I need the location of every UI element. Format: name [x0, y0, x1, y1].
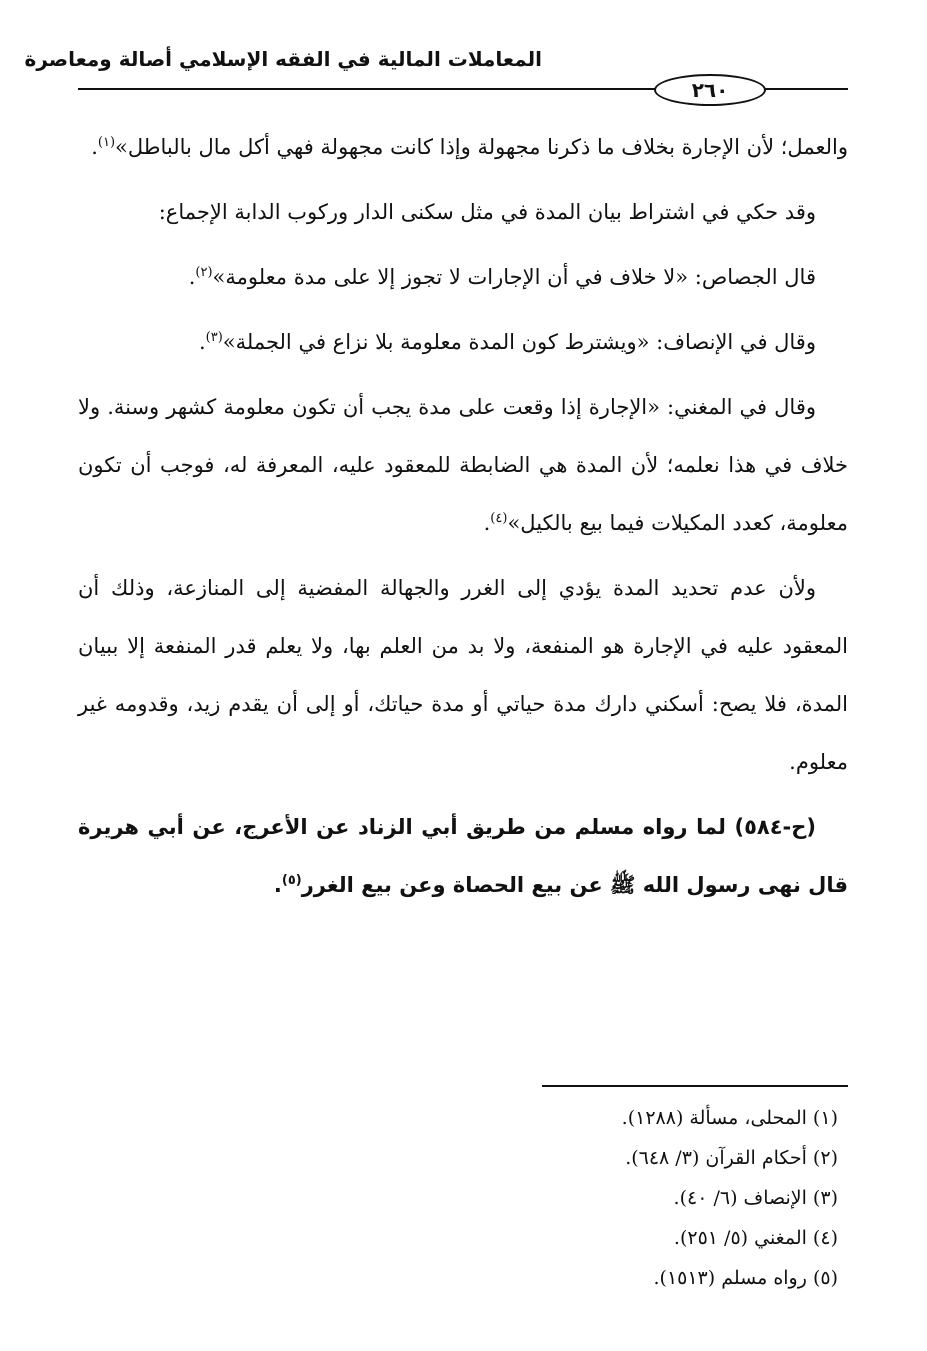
- hadith-paragraph: (ح-٥٨٤) لما رواه مسلم من طريق أبي الزناد عن الأعرج، عن أبي هريرة قال نهى رسول الله ﷺ عن بيع الحصاة وعن بيع الغرر$^{(٥)}$.: [78, 815, 848, 897]
- footnote-5: (٥) رواه مسلم (١٥١٣).: [653, 1267, 838, 1289]
- footnote-ref-1: (١): [97, 135, 116, 150]
- footnote-ref-2: (٢): [195, 265, 213, 280]
- paragraph-1: والعمل؛ لأن الإجارة بخلاف ما ذكرنا مجهولة وإذا كانت مجهولة فهي أكل مال بالباطل»$^{(١)}$.: [91, 135, 848, 159]
- paragraph-3: قال الجصاص: «لا خلاف في أن الإجارات لا تجوز إلا على مدة معلومة»$^{(٢)}$.: [188, 265, 816, 289]
- footnotes: [78, 1098, 838, 1298]
- paragraph-4: وقال في الإنصاف: «ويشترط كون المدة معلومة بلا نزاع في الجملة»$^{(٣)}$.: [198, 330, 816, 354]
- footnote-4: (٤) المغني (٥/ ٢٥١).: [673, 1227, 838, 1249]
- paragraph-6: ولأن عدم تحديد المدة يؤدي إلى الغرر والجهالة المفضية إلى المنازعة، وذلك أن المعقود عليه في الإجارة هو المنفعة، ولا بد من العلم بها، ولا يعلم قدر المنفعة إلا ببيان المدة، فلا يصح: أسكني دارك مدة حياتي أو مدة حياتك، أو إلى أن يقدم زيد، وقدومه غير معلوم.: [78, 576, 848, 774]
- paragraph-5: وقال في المغني: «الإجارة إذا وقعت على مدة يجب أن تكون معلومة كشهر وسنة. ولا خلاف في هذا نعلمه؛ لأن المدة هي الضابطة للمعقود عليه، المعرفة له، فوجب أن تكون معلومة، كعدد المكيلات فيما بيع بالكيل»$^{(٤)}$.: [78, 395, 848, 535]
- footnote-ref-3: (٣): [205, 330, 223, 345]
- footnote-3: (٣) الإنصاف (٦/ ٤٠).: [673, 1187, 838, 1209]
- footnote-1: (١) المحلى، مسألة (١٢٨٨).: [621, 1107, 838, 1129]
- body-text: [78, 118, 848, 921]
- running-title: المعاملات المالية في الفقه الإسلامي أصالة ومعاصرة: [24, 47, 542, 71]
- page-number: ٢٦٠: [654, 74, 766, 106]
- paragraph-2: وقد حكي في اشتراط بيان المدة في مثل سكنى الدار وركوب الدابة الإجماع:: [158, 200, 816, 224]
- footnote-2: (٢) أحكام القرآن (٣/ ٦٤٨).: [625, 1147, 838, 1169]
- footnote-ref-4: (٤): [490, 511, 508, 526]
- footnote-ref-5: (٥): [281, 873, 302, 888]
- footnote-separator: [542, 1085, 848, 1087]
